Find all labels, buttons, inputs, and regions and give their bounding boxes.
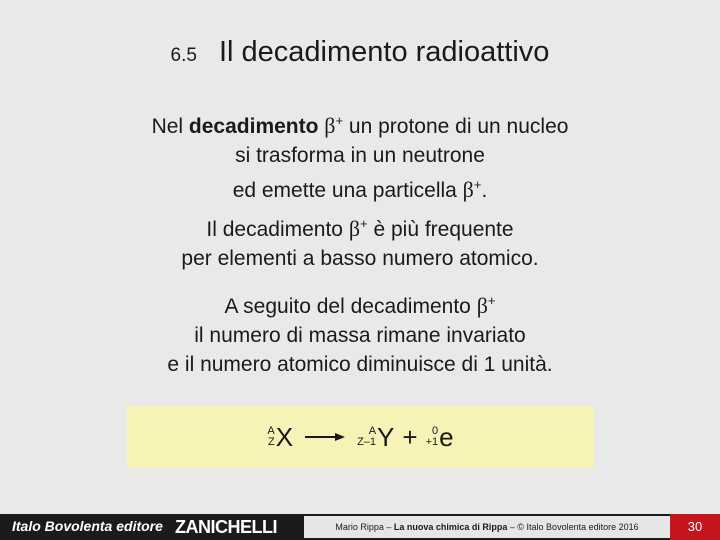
nuclide-indices [426,426,439,448]
paragraph-1 [0,106,720,205]
superscript-plus: + [487,293,496,308]
particle-symbol: e [439,421,454,452]
text-segment: ed emette una particella [232,179,463,202]
beta-symbol: β [476,293,488,318]
reactant-nuclide [267,422,293,453]
title-row [0,36,720,69]
zanichelli-logo: ZANICHELLI [175,517,277,537]
credit-book-title: La nuova chimica di Rippa [393,522,508,532]
paragraph-3 [0,286,720,379]
reaction-arrow-icon [305,432,345,442]
element-symbol: Y [377,421,395,452]
nuclide-indices [357,426,376,448]
atomic-number: Z [268,436,275,448]
beta-symbol: β [324,113,336,138]
paragraph-3-line-1 [0,286,720,321]
superscript-plus: + [473,177,482,192]
text-segment: Nel [151,115,189,138]
paragraph-1-line-1 [0,106,720,141]
plus-sign: + [402,421,418,452]
text-segment: un protone di un nucleo [343,115,569,138]
paragraph-1-line-3 [0,170,720,205]
paragraph-3-line-3: e il numero atomico diminuisce di 1 unità. [167,353,553,376]
credit-author: Mario Rippa – [335,522,394,532]
beta-symbol: β [462,177,474,202]
superscript-plus: + [335,113,344,128]
atomic-number: Z–1 [357,436,377,448]
paragraph-2-line-2: per elementi a basso numero atomico. [181,247,539,270]
bold-term: decadimento [188,115,319,138]
element-symbol: X [275,421,294,452]
paragraph-3-line-2: il numero di massa rimane invariato [194,324,526,347]
text-segment: è più frequente [367,218,514,241]
footer-credit [304,516,670,538]
publisher-logo: Italo Bovolenta editore [12,518,163,534]
text-segment: Il decadimento [206,218,349,241]
text-segment: A seguito del decadimento [224,295,477,318]
slide-title: Il decadimento radioattivo [218,36,550,68]
beta-symbol: β [348,216,361,241]
charge-number: +1 [425,436,439,448]
positron [426,422,454,453]
beta-plus-equation [127,406,594,468]
nuclide-indices [267,426,274,448]
section-number: 6.5 [170,45,197,66]
paragraph-2-line-1 [0,209,720,244]
page-number: 30 [670,514,720,540]
paragraph-2 [0,209,720,273]
superscript-plus: + [360,216,368,231]
footer [0,514,720,540]
mass-number: 0 [432,425,439,437]
mass-number: A [368,425,377,437]
mass-number: A [267,425,275,437]
product-nuclide [357,422,394,453]
paragraph-1-line-2: si trasforma in un neutrone [235,144,485,167]
credit-copyright: – © Italo Bovolenta editore 2016 [507,522,639,532]
formula-box [127,406,594,468]
text-segment: . [481,179,488,202]
